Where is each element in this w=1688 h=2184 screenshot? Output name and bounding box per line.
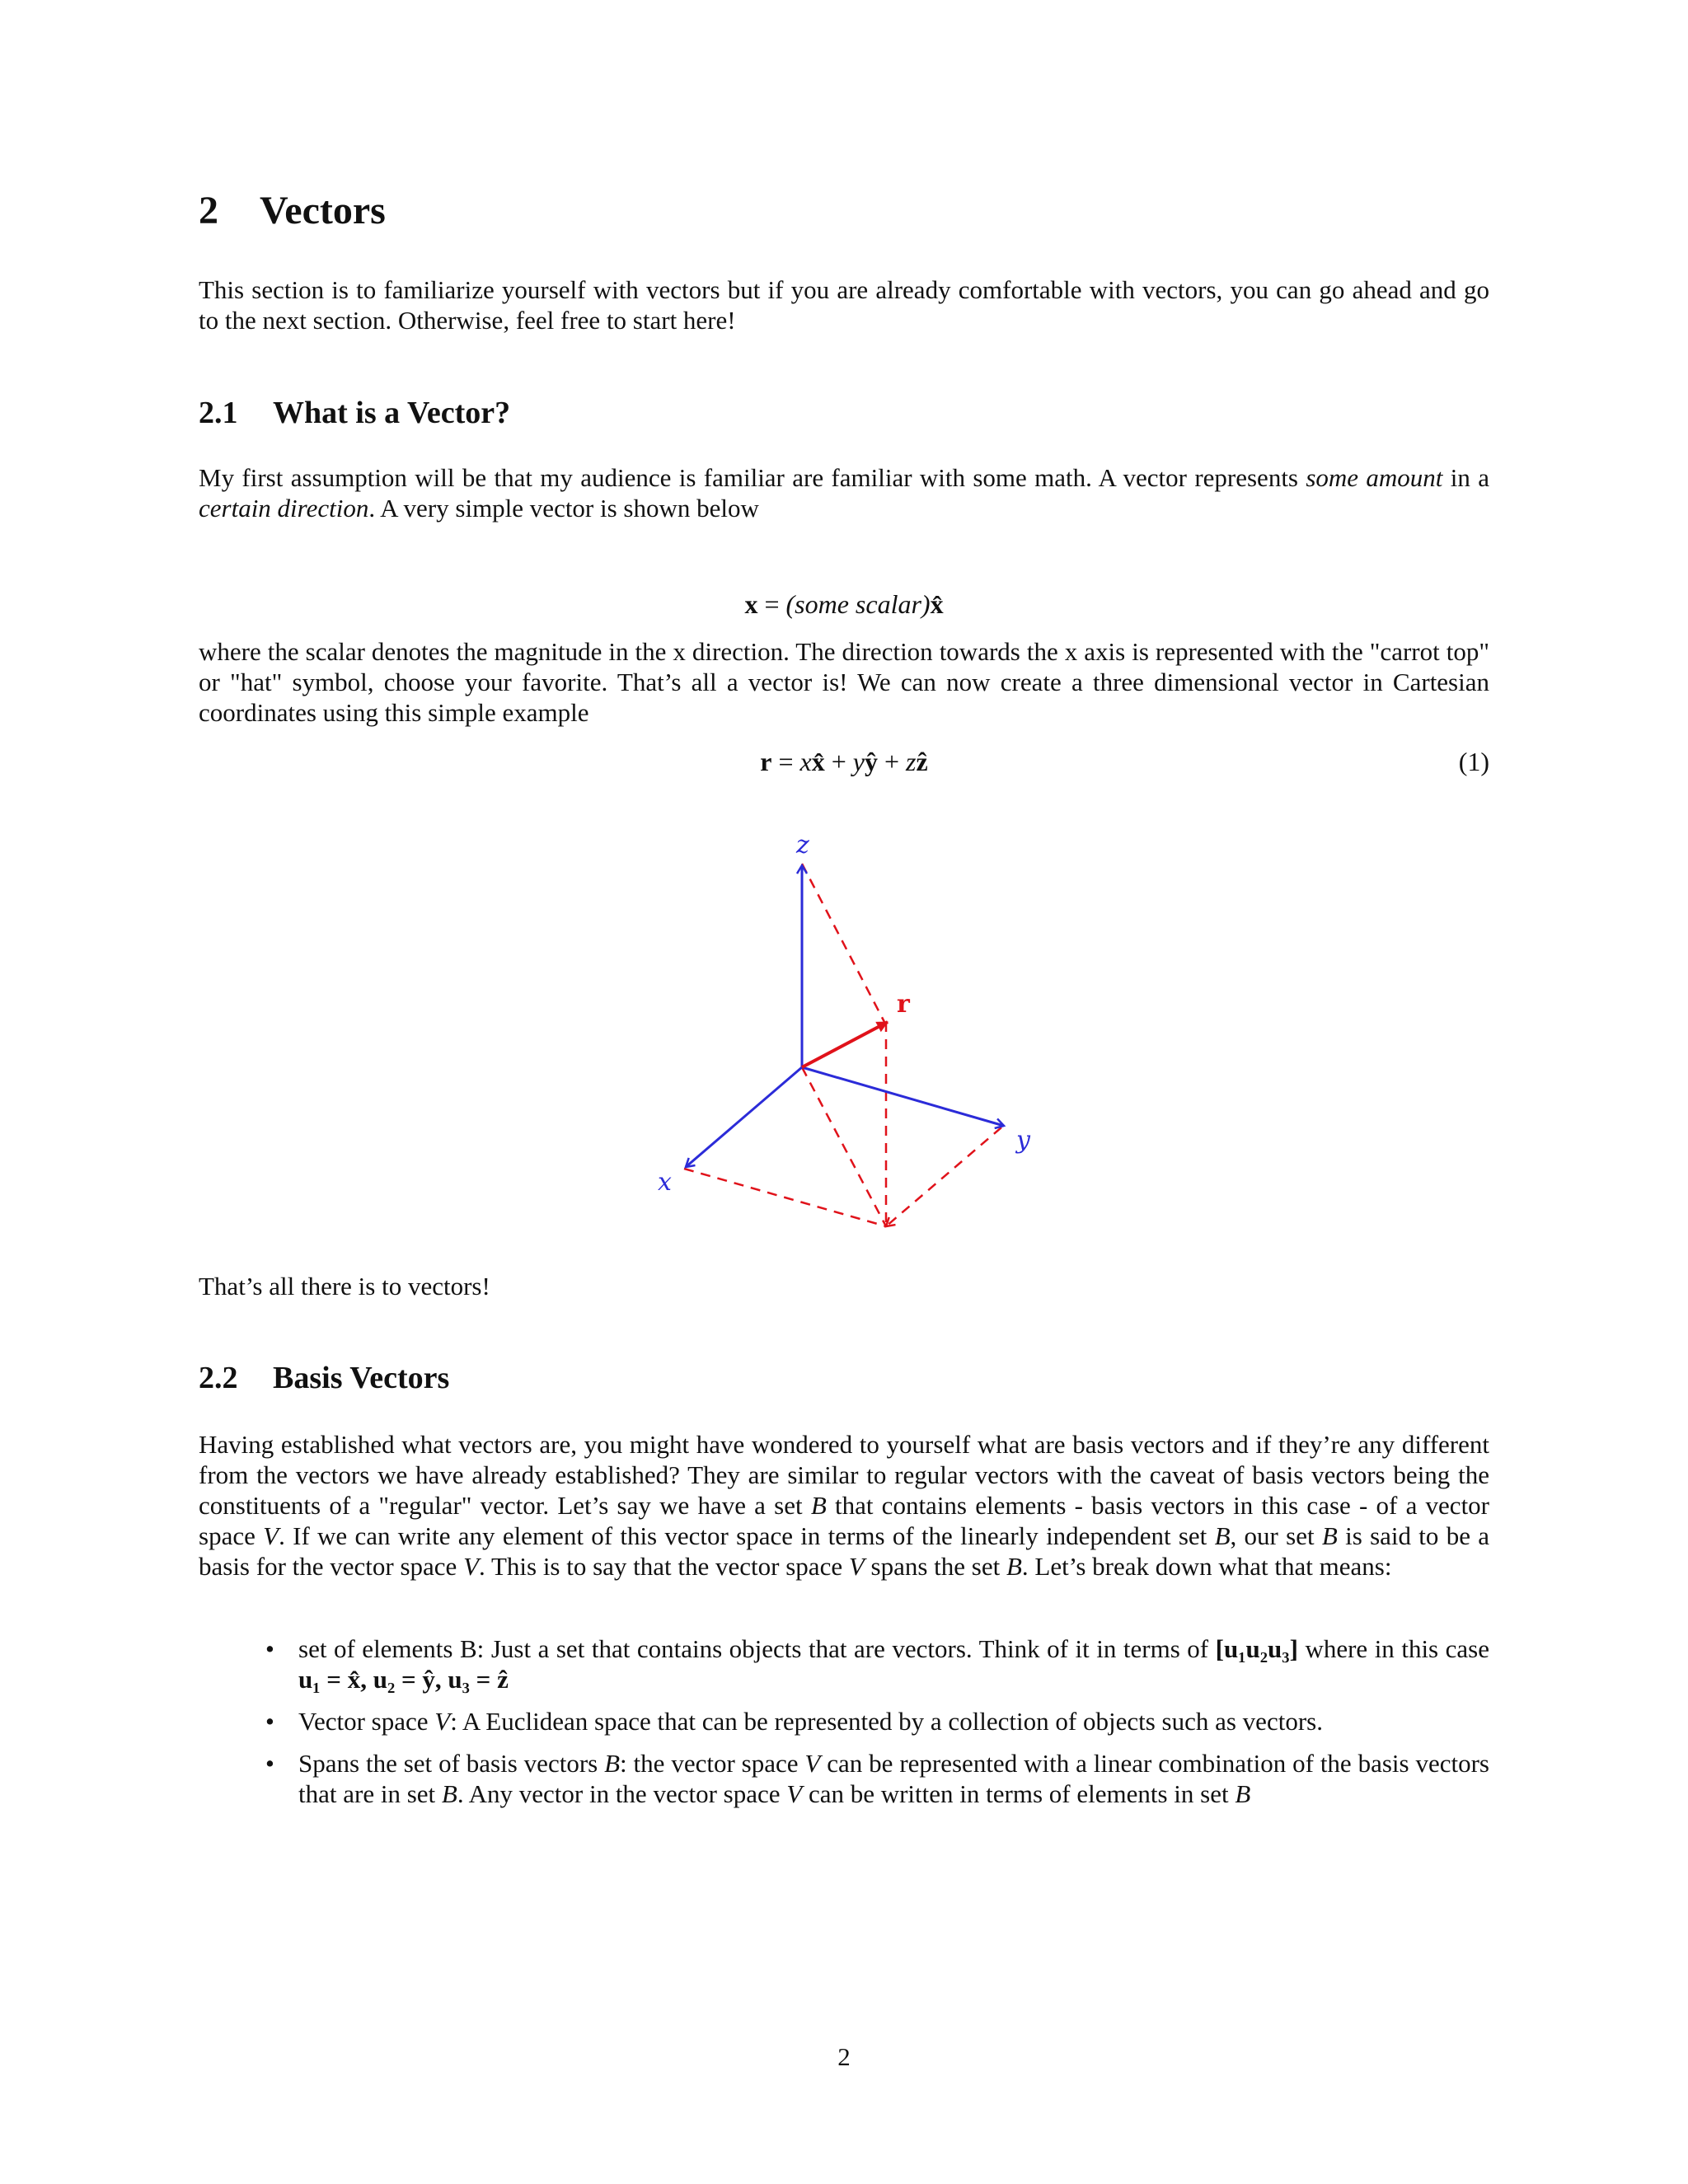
intro-paragraph: This section is to familiarize yourself with vectors but if you are already comfortable with vectors, you can go ahead and go to the next section. Otherwise, feel free to start here!: [199, 275, 1489, 335]
list-item-spans: [265, 1748, 1489, 1809]
math-symbol-B: B: [604, 1749, 621, 1778]
text-run: in a: [1442, 463, 1489, 492]
x-axis-label: x: [658, 1168, 672, 1197]
list-item-vector-space: [265, 1706, 1489, 1736]
bullet-list: [265, 1633, 1489, 1821]
dashed-z-to-r: [802, 864, 884, 1022]
equation-y: y: [852, 747, 865, 776]
equation-scalar: (some scalar): [785, 589, 931, 619]
math-symbol-V: V: [434, 1707, 451, 1736]
math-symbol-V: V: [463, 1552, 480, 1581]
r-vector: [802, 1022, 888, 1067]
basis-assignments: u₁ = x̂, u₂ = ŷ, u₃ = ẑ: [298, 1665, 509, 1694]
equation-x-hat: x̂: [811, 747, 825, 776]
text-run: set of elements B: Just a set that contains objects that are vectors. Think of it in terms of: [298, 1634, 1216, 1663]
equation-x: x: [799, 747, 812, 776]
text-run: My first assumption will be that my audience is familiar are familiar with some math. A vector represents: [199, 463, 1306, 492]
r-vector-label: r: [897, 990, 910, 1019]
plus-sign: +: [824, 747, 853, 776]
equation-z: z: [906, 747, 917, 776]
text-run: Having established what vectors are, you might have wondered to yourself what are basis vectors and if they’re any different from the vectors we have already established? They are similar to regular vectors with the caveat of basis vectors being the constituents of a "regular" vector. Let’s say we have a set: [199, 1430, 1489, 1520]
equals-sign: =: [771, 747, 800, 776]
math-symbol-V: V: [848, 1552, 865, 1581]
text-run: . This is to say that the vector space: [479, 1552, 849, 1581]
section-number: 2: [199, 189, 218, 232]
list-item-set-of-elements: [265, 1633, 1489, 1694]
math-symbol-V: V: [804, 1749, 821, 1778]
text-run: where in this case: [1297, 1634, 1489, 1663]
text-run: spans the set: [864, 1552, 1006, 1581]
paragraph-conclusion: That’s all there is to vectors!: [199, 1272, 490, 1301]
equation-number: (1): [1458, 747, 1489, 776]
dashed-x-to-projection: [684, 1169, 886, 1226]
basis-matrix: [u₁u₂u₃]: [1215, 1634, 1298, 1663]
paragraph-hat-explanation: where the scalar denotes the magnitude in the x direction. The direction towards the x axis is represented with the "carrot top" or "hat" symbol, choose your favorite. That’s all a vector is! We can now create a three dimensional vector in Cartesian coordinates using this simple example: [199, 637, 1489, 727]
text-run: : the vector space: [620, 1749, 805, 1778]
equation-z-hat: ẑ: [916, 747, 928, 776]
paragraph-basis-vectors: [199, 1429, 1489, 1582]
plus-sign: +: [878, 747, 907, 776]
text-run: . Any vector in the vector space: [457, 1779, 787, 1808]
equals-sign: =: [757, 589, 786, 619]
math-symbol-V: V: [786, 1779, 803, 1808]
text-run: Vector space: [298, 1707, 435, 1736]
equation-y-hat: ŷ: [865, 747, 878, 776]
math-symbol-B: B: [1006, 1552, 1022, 1581]
equation-lhs: x: [744, 589, 758, 619]
equation-unit-vector: x̂: [930, 589, 944, 619]
text-run: . If we can write any element of this vector space in terms of the linearly independent set: [279, 1521, 1215, 1550]
subsection-title: What is a Vector?: [273, 396, 511, 430]
text-run: . Let’s break down what that means:: [1021, 1552, 1392, 1581]
y-axis: [802, 1067, 1004, 1126]
dashed-origin-to-projection: [802, 1067, 886, 1226]
text-run: can be represented with a linear combination of the basis vectors that are in set: [298, 1749, 1489, 1808]
equation-r: r: [760, 747, 772, 776]
dashed-y-to-projection: [886, 1127, 1001, 1226]
math-symbol-V: V: [263, 1521, 279, 1550]
math-symbol-B: B: [1235, 1779, 1251, 1808]
text-run: , our set: [1230, 1521, 1322, 1550]
math-symbol-B: B: [810, 1491, 827, 1520]
subsection-number: 2.2: [199, 1361, 238, 1395]
subsection-title: Basis Vectors: [273, 1361, 450, 1395]
section-title: Vectors: [260, 189, 386, 232]
page-number: 2: [837, 2042, 851, 2071]
math-symbol-B: B: [1321, 1521, 1338, 1550]
math-symbol-B: B: [1214, 1521, 1231, 1550]
subsection-number: 2.1: [199, 396, 238, 430]
text-run: can be written in terms of elements in set: [802, 1779, 1236, 1808]
text-run: : A Euclidean space that can be represented by a collection of objects such as vectors.: [450, 1707, 1323, 1736]
text-run: that contains elements - basis vectors in this case - of a vector space: [199, 1491, 1490, 1550]
x-axis: [686, 1067, 802, 1167]
math-symbol-B: B: [441, 1779, 457, 1808]
subsection-heading-basis-vectors: [199, 1359, 1489, 1397]
emphasis-text: some amount: [1306, 463, 1443, 492]
y-axis-label: y: [1016, 1126, 1030, 1155]
z-axis-label: z: [796, 831, 809, 860]
text-run: is said to be a basis for the vector space: [199, 1521, 1490, 1581]
text-run: . A very simple vector is shown below: [368, 494, 759, 523]
text-run: Spans the set of basis vectors: [298, 1749, 605, 1778]
emphasis-text: certain direction: [199, 494, 369, 523]
